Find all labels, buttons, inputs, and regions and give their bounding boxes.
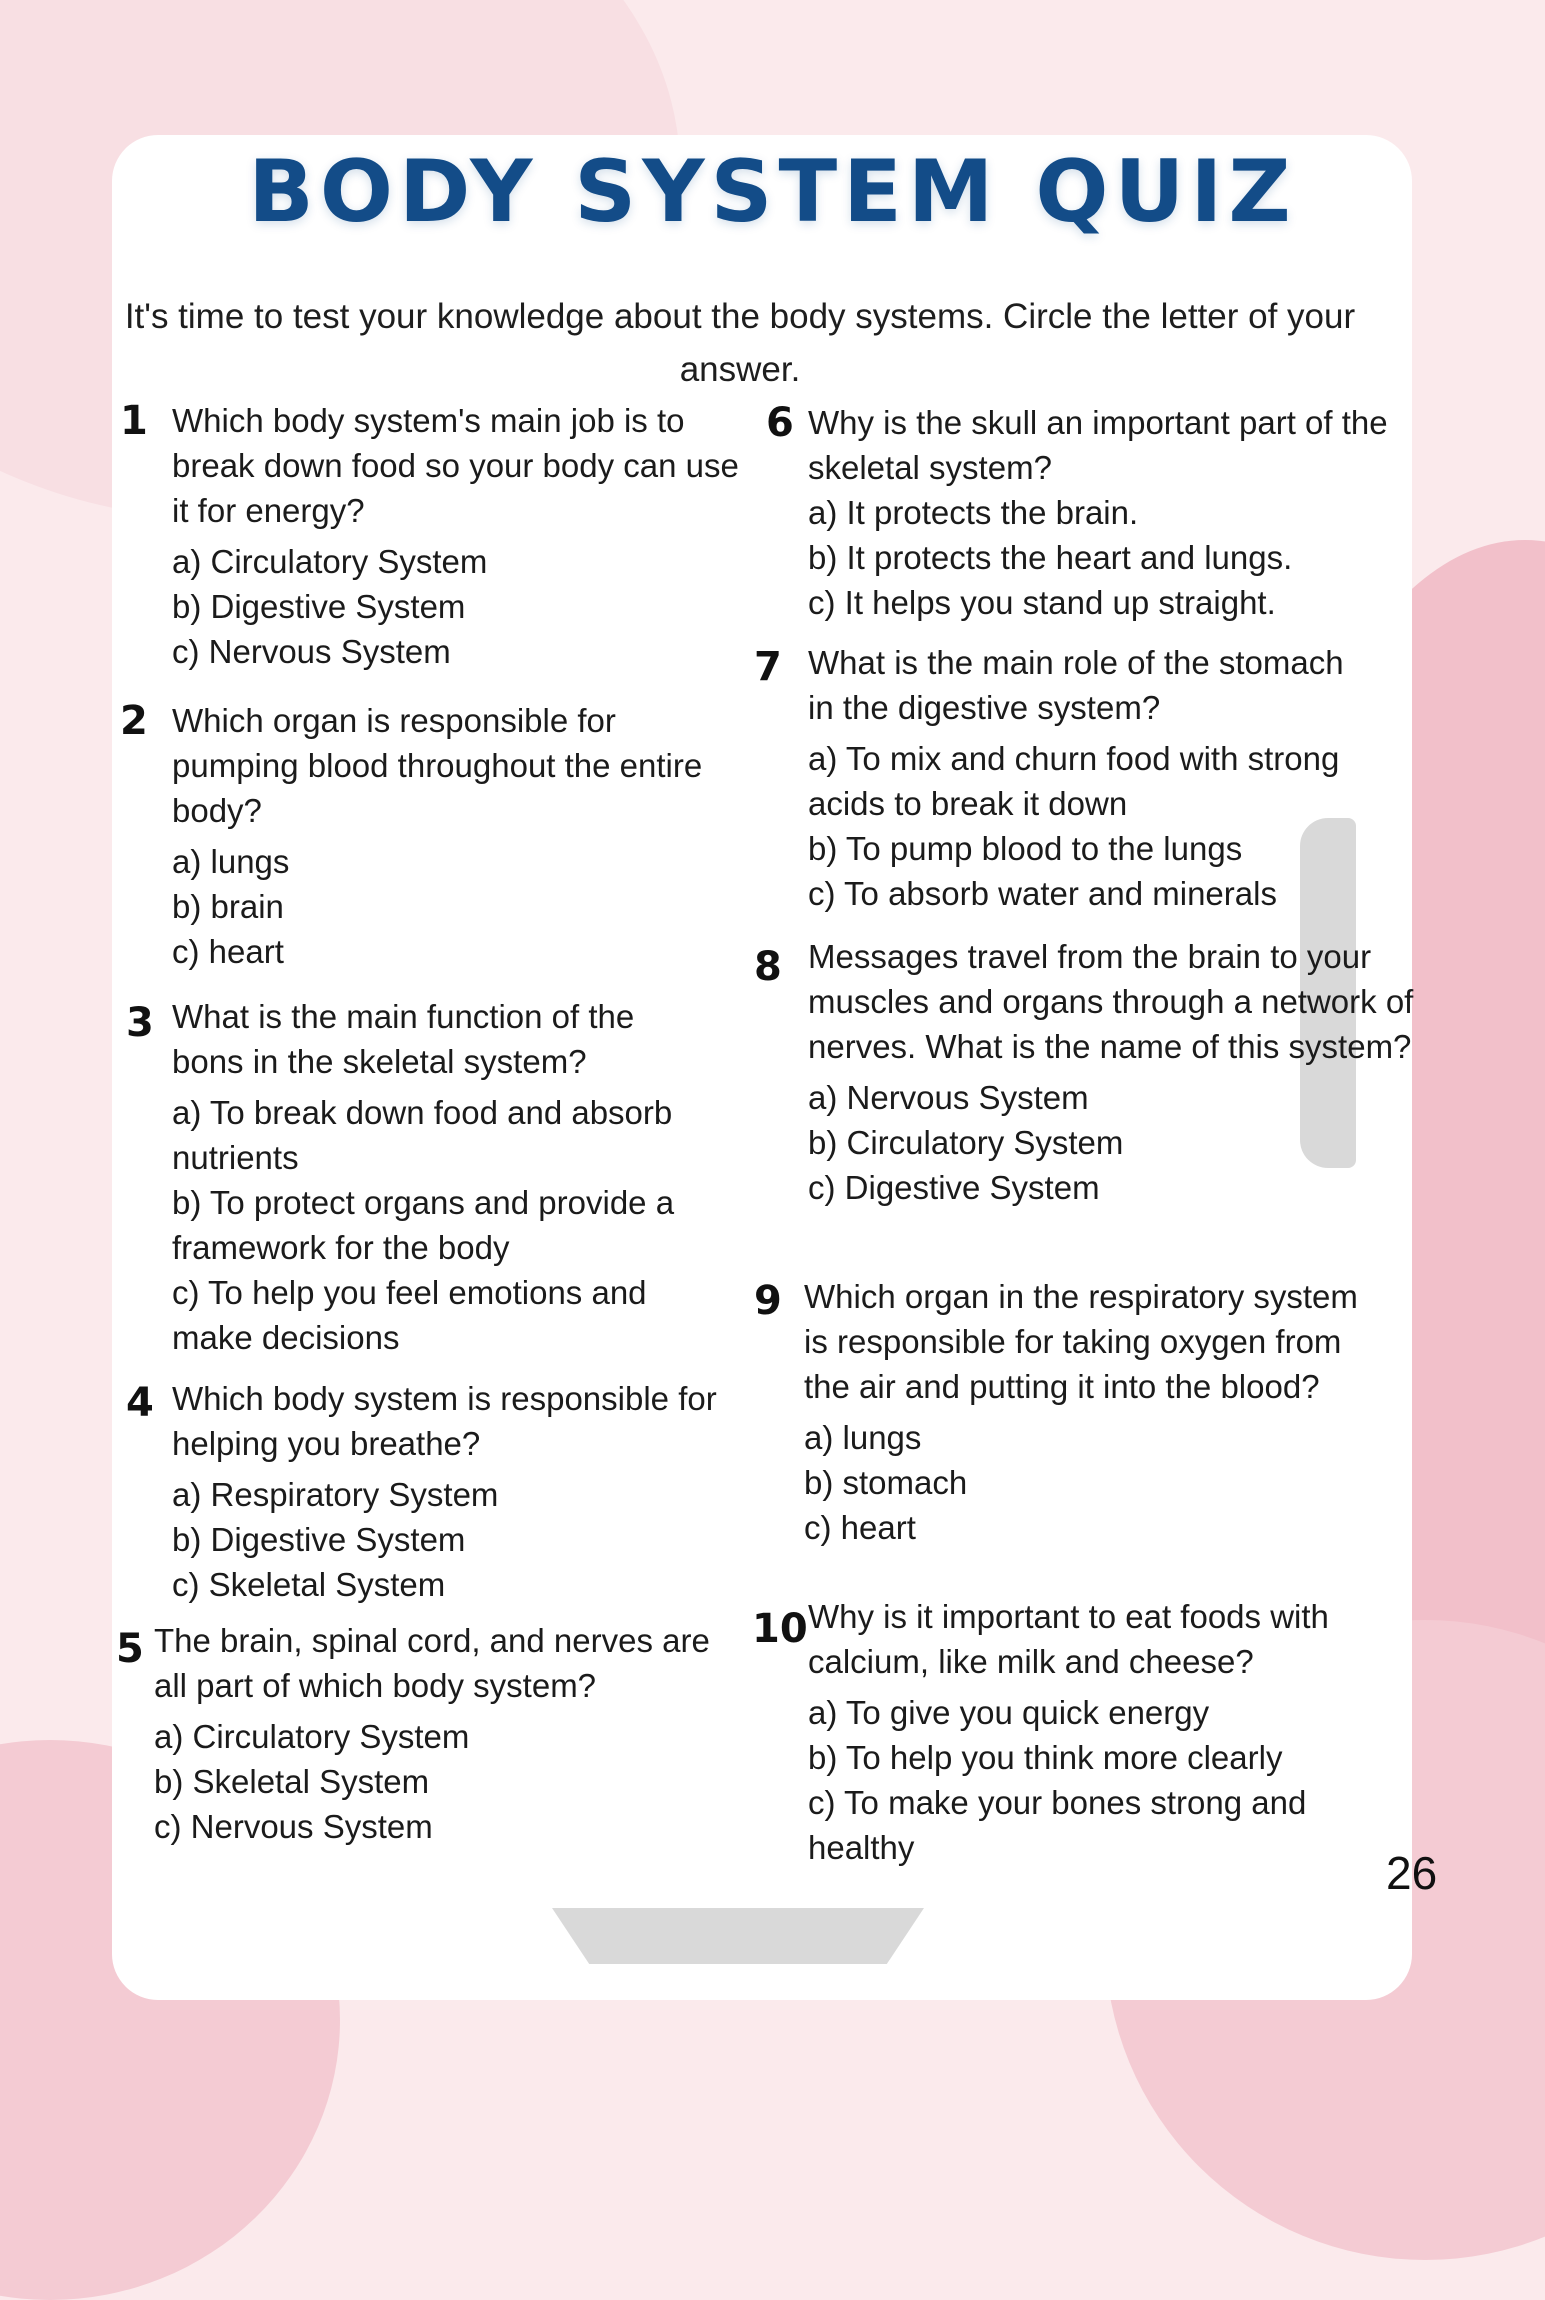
decorative-tab [552, 1908, 924, 1964]
question-number: 8 [754, 944, 782, 990]
answer-option-b[interactable]: b) Digestive System [172, 588, 466, 625]
answer-option-b[interactable]: b) It protects the heart and lungs. [808, 539, 1293, 576]
answer-option-c[interactable]: c) Nervous System [172, 633, 451, 670]
question-number: 1 [120, 398, 148, 444]
answer-option-a[interactable]: a) Nervous System [808, 1079, 1089, 1116]
answer-option-c[interactable]: c) To absorb water and minerals [808, 875, 1277, 912]
answer-option-a[interactable]: a) It protects the brain. [808, 494, 1139, 531]
question-number: 4 [126, 1380, 154, 1426]
answer-option-a[interactable]: a) lungs [804, 1419, 922, 1456]
question-1 [120, 398, 760, 674]
question-2 [120, 698, 760, 974]
answer-option-a[interactable]: a) Circulatory System [172, 543, 488, 580]
question-number: 9 [754, 1278, 782, 1324]
answer-option-a[interactable]: a) To mix and churn food with strong acids to break it down [808, 740, 1340, 822]
question-text: Why is it important to eat foods with calcium, like milk and cheese? [808, 1598, 1329, 1680]
page-number: 26 [1386, 1847, 1438, 1899]
answer-option-a[interactable]: a) To break down food and absorb nutrients [172, 1094, 673, 1176]
answer-option-b[interactable]: b) Circulatory System [808, 1124, 1124, 1161]
answer-option-c[interactable]: c) heart [804, 1509, 916, 1546]
answer-option-b[interactable]: b) stomach [804, 1464, 968, 1501]
question-8 [754, 934, 1424, 1210]
answer-option-b[interactable]: b) brain [172, 888, 284, 925]
answer-option-c[interactable]: c) Nervous System [154, 1808, 433, 1845]
question-9 [754, 1274, 1424, 1550]
answer-option-c[interactable]: c) Digestive System [808, 1169, 1100, 1206]
question-6 [766, 400, 1426, 625]
answer-option-a[interactable]: a) To give you quick energy [808, 1694, 1210, 1731]
answer-option-c[interactable]: c) To make your bones strong and healthy [808, 1784, 1307, 1866]
answer-option-c[interactable]: c) heart [172, 933, 284, 970]
answer-option-b[interactable]: b) To pump blood to the lungs [808, 830, 1243, 867]
answer-option-c[interactable]: c) Skeletal System [172, 1566, 446, 1603]
answer-option-b[interactable]: b) Digestive System [172, 1521, 466, 1558]
question-text: What is the main role of the stomach in the digestive system? [808, 644, 1344, 726]
question-text: What is the main function of the bons in the skeletal system? [172, 998, 635, 1080]
question-text: Messages travel from the brain to your muscles and organs through a network of nerves. What is the name of this system? [808, 938, 1414, 1065]
answer-option-a[interactable]: a) Respiratory System [172, 1476, 499, 1513]
answer-option-a[interactable]: a) Circulatory System [154, 1718, 470, 1755]
question-text: Which organ is responsible for pumping blood throughout the entire body? [172, 702, 703, 829]
question-4 [120, 1376, 760, 1607]
question-number: 6 [766, 400, 794, 446]
question-number: 3 [126, 1000, 154, 1046]
question-text: Why is the skull an important part of the skeletal system? [808, 404, 1388, 486]
question-text: Which body system is responsible for helping you breathe? [172, 1380, 717, 1462]
question-text: Which organ in the respiratory system is responsible for taking oxygen from the air and putting it into the blood? [804, 1278, 1358, 1405]
answer-option-b[interactable]: b) To help you think more clearly [808, 1739, 1283, 1776]
question-3 [120, 994, 760, 1360]
question-10 [752, 1594, 1422, 1870]
question-7 [754, 640, 1424, 916]
answer-option-b[interactable]: b) To protect organs and provide a framework for the body [172, 1184, 675, 1266]
answer-option-c[interactable]: c) To help you feel emotions and make decisions [172, 1274, 647, 1356]
question-number: 2 [120, 698, 148, 744]
question-number: 10 [752, 1606, 808, 1652]
intro-text: It's time to test your knowledge about the body systems. Circle the letter of your answer. [124, 297, 1356, 389]
answer-option-a[interactable]: a) lungs [172, 843, 290, 880]
page-title: BODY SYSTEM QUIZ [248, 142, 1297, 242]
question-text: The brain, spinal cord, and nerves are all part of which body system? [154, 1622, 710, 1704]
question-number: 5 [116, 1626, 144, 1672]
question-5 [116, 1618, 756, 1849]
question-number: 7 [754, 644, 782, 690]
question-text: Which body system's main job is to break down food so your body can use it for energy? [172, 402, 739, 529]
answer-option-b[interactable]: b) Skeletal System [154, 1763, 430, 1800]
answer-option-c[interactable]: c) It helps you stand up straight. [808, 584, 1276, 621]
